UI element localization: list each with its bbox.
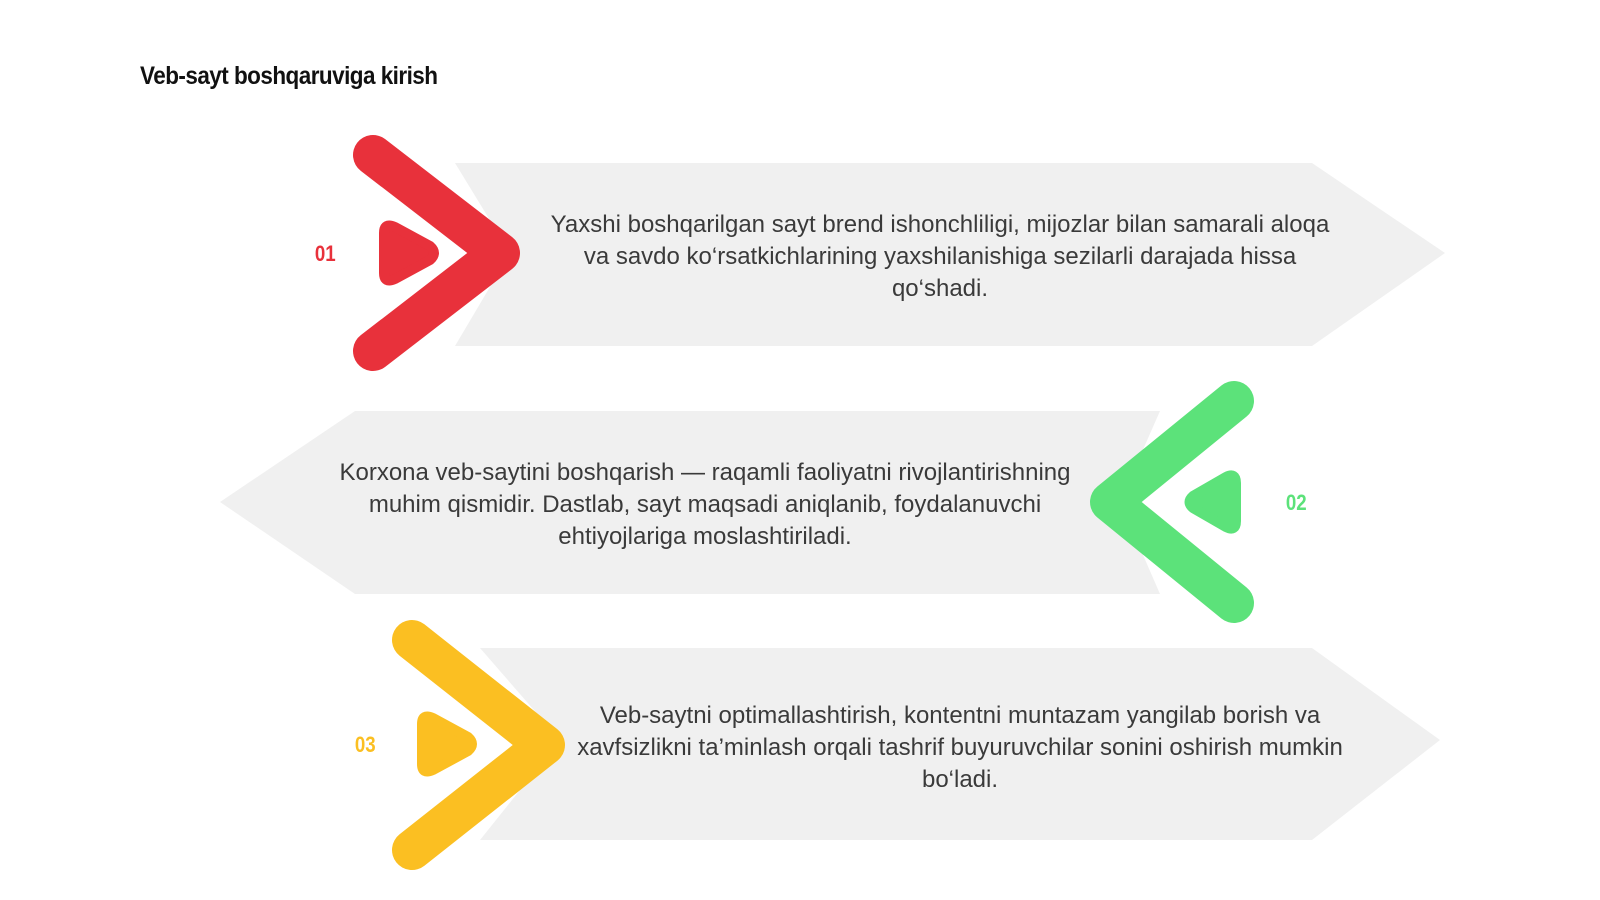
step-2-number: 02: [1285, 490, 1307, 515]
page-title: Veb-sayt boshqaruviga kirish: [140, 62, 438, 90]
step-1-play-icon: [384, 225, 434, 280]
step-3-play-icon: [422, 716, 472, 771]
step-2-text: Korxona veb-saytini boshqarish — raqamli faoliyatni rivojlantirishning muhim qismidir. Dastlab, sayt maqsadi aniqlanib, foydalanuvchi ehtiyojlariga moslashtiriladi.: [339, 459, 1071, 550]
step-3-text: Veb-saytni optimallashtirish, kontentni muntazam yangilab borish va xavfsizlikni ta’minlash orqali tashrif buyuruvchilar sonini oshirish mumkin bo‘ladi.: [577, 702, 1343, 793]
step-1-text: Yaxshi boshqarilgan sayt brend ishonchliligi, mijozlar bilan samarali aloqa va savdo ko‘rsatkichlarining yaxshilanishiga sezilarli darajada hissa qo‘shadi.: [550, 211, 1330, 302]
step-1-number: 01: [314, 241, 336, 266]
step-2-play-icon: [1190, 475, 1237, 528]
step-3-number: 03: [354, 732, 376, 757]
